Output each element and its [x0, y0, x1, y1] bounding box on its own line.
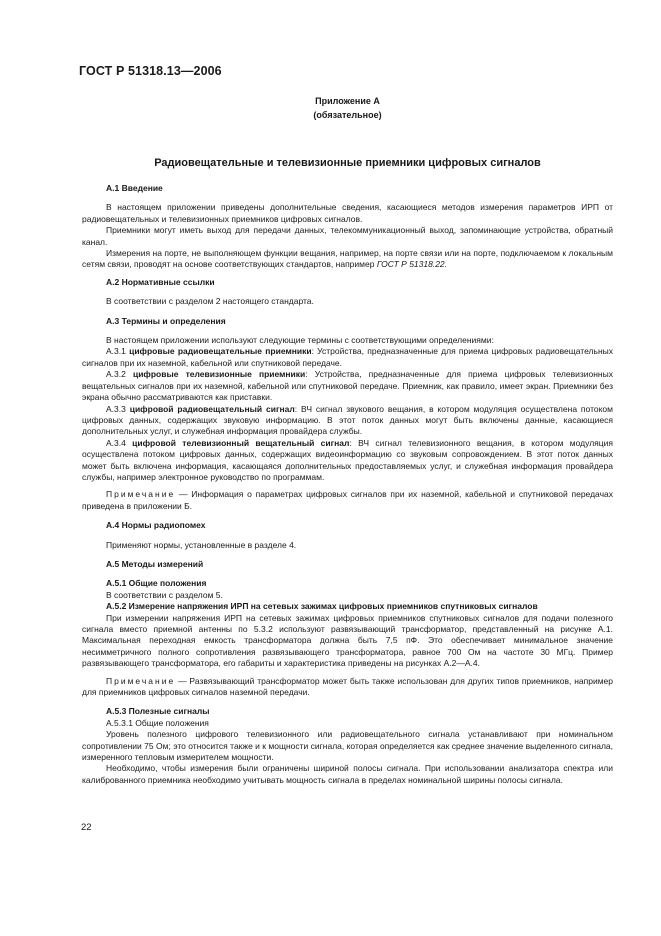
- standard-header: ГОСТ Р 51318.13—2006: [79, 64, 222, 78]
- term-text: : ВЧ сигнал звукового вещания, в котором модуляция осуществлена потоком цифровых данных, содержащих звуковую информацию. В этот поток данных могут быть включены данные, касающиеся дополнительных услуг, и служебная информация провайдера службы.: [82, 403, 613, 437]
- term-number: А.3.3: [106, 403, 130, 414]
- section-a3-intro: В настоящем приложении используют следующие термины с соответствующими определениями:: [106, 335, 494, 346]
- term-number: А.3.1: [106, 346, 130, 357]
- annex-label: Приложение А: [315, 96, 380, 106]
- term-name: цифровые радиовещательные приемники: [129, 346, 312, 357]
- subsection-a52-note: [82, 676, 613, 699]
- term-text: : Устройства, предназначенные для приема цифровых телевизионных вещательных сигналов при их наземной, кабельной или спутниковой передаче. Приемник, как правило, имеет экран. Приемники без экрана обычно рассматриваются как приставки.: [82, 369, 613, 403]
- note-label: Примечание: [106, 675, 176, 686]
- subsection-a51-paragraph: В соответствии с разделом 5.: [106, 589, 223, 600]
- term-text: : Устройства, предназначенные для приема цифровых радиовещательных сигналов при их наземной, кабельной или спутниковой передаче.: [82, 346, 613, 368]
- term-definition: [82, 438, 613, 484]
- subsection-a52-heading: А.5.2 Измерение напряжения ИРП на сетевых зажимах цифровых приемников спутниковых сигналов: [106, 601, 538, 612]
- term-definition: [82, 404, 613, 438]
- section-a3-note: [82, 489, 613, 512]
- subsection-a531-paragraph: Уровень полезного цифрового телевизионного или радиовещательного сигнала устанавливают при номинальном сопротивлении 75 Ом; это относится также и к мощности сигнала, которая определяется как среднее значение выделенного сигнала, измеренного тепловым измерителем мощности.: [82, 729, 613, 763]
- subsection-a51-heading: А.5.1 Общие положения: [106, 578, 207, 589]
- term-number: А.3.4: [106, 437, 133, 448]
- term-text: : ВЧ сигнал телевизионного вещания, в котором модуляция осуществлена потоком цифровых данных, содержащих видеоинформацию со звуковым сопровождением. В этот поток данных может быть включена информация, касающаяся дополнительных предоставляемых услуг, и служебная информация провайдера службы, например электронное руководство по программам.: [82, 437, 613, 482]
- section-a1-paragraph: В настоящем приложении приведены дополнительные сведения, касающиеся методов измерения параметров ИРП от радиовещательных и телевизионных приемников цифровых сигналов.: [82, 202, 613, 224]
- section-a2-paragraph: В соответствии с разделом 2 настоящего стандарта.: [106, 296, 314, 307]
- subsection-a52-paragraph: При измерении напряжения ИРП на сетевых зажимах цифровых приемников спутниковых сигналов для подачи полезного сигнала вместо приемной антенны по 5.3.2 используют развязывающий трансформатор, представленный на рисунке А.1. Максимальная переходная емкость трансформатора должна быть 7,5 пФ. Это обеспечивает минимальное значение несимметричного полного сопротивления развязывающего трансформатора, равное 700 Ом на частоте 30 МГц. Пример развязывающего трансформатора, его габариты и характеристика приведены на рисунках А.2—А.4.: [82, 612, 613, 669]
- subsection-a531-heading: А.5.3.1 Общие положения: [106, 717, 209, 728]
- section-a4-paragraph: Применяют нормы, установленные в разделе 4.: [106, 539, 297, 550]
- section-a1-heading: А.1 Введение: [106, 183, 163, 193]
- note-text: — Развязывающий трансформатор может быть также использован для других типов приемников, например для приемников цифровых сигналов наземной передачи.: [82, 675, 613, 698]
- annex-title: Радиовещательные и телевизионные приемники цифровых сигналов: [154, 157, 541, 169]
- note-label: Примечание: [106, 489, 176, 500]
- section-a4-heading: А.4 Нормы радиопомех: [106, 520, 206, 531]
- section-a1-paragraph: Приемники могут иметь выход для передачи данных, телекоммуникационный выход, запоминающие устройства, обратный канал.: [82, 225, 613, 247]
- subsection-a53-heading: А.5.3 Полезные сигналы: [106, 706, 210, 717]
- term-number: А.3.2: [106, 369, 133, 380]
- paragraph-text: Измерения на порте, не выполняющем функции вещания, например, на порте связи или на порте, подключаемом к локальным сетям связи, проводят на основе соответствующих стандартов, например: [82, 248, 613, 270]
- section-a2-heading: А.2 Нормативные ссылки: [106, 276, 215, 287]
- term-name: цифровой радиовещательный сигнал: [129, 403, 295, 414]
- subsection-a531-paragraph: Необходимо, чтобы измерения были ограничены шириной полосы сигнала. При использовании анализатора спектра или калиброванного приемника необходимо учитывать мощность сигнала в пределах номинальной ширины полосы сигнала.: [82, 763, 613, 785]
- document-body: [82, 183, 613, 786]
- term-name: цифровые телевизионные приемники: [132, 369, 306, 380]
- term-definition: [82, 369, 613, 403]
- standard-reference: ГОСТ Р 51318.22.: [376, 259, 448, 270]
- section-a5-heading: А.5 Методы измерений: [106, 558, 204, 569]
- annex-heading: [0, 94, 661, 122]
- term-definition: [82, 346, 613, 369]
- term-name: цифровой телевизионный вещательный сигнал: [132, 437, 350, 448]
- page-number: 22: [81, 822, 92, 833]
- note-text: — Информация о параметрах цифровых сигналов при их наземной, кабельной и спутниковой передачах приведена в приложении Б.: [82, 489, 613, 511]
- section-a1-paragraph: [82, 248, 613, 271]
- section-a3-heading: А.3 Термины и определения: [106, 315, 226, 326]
- annex-status: (обязательное): [313, 110, 382, 120]
